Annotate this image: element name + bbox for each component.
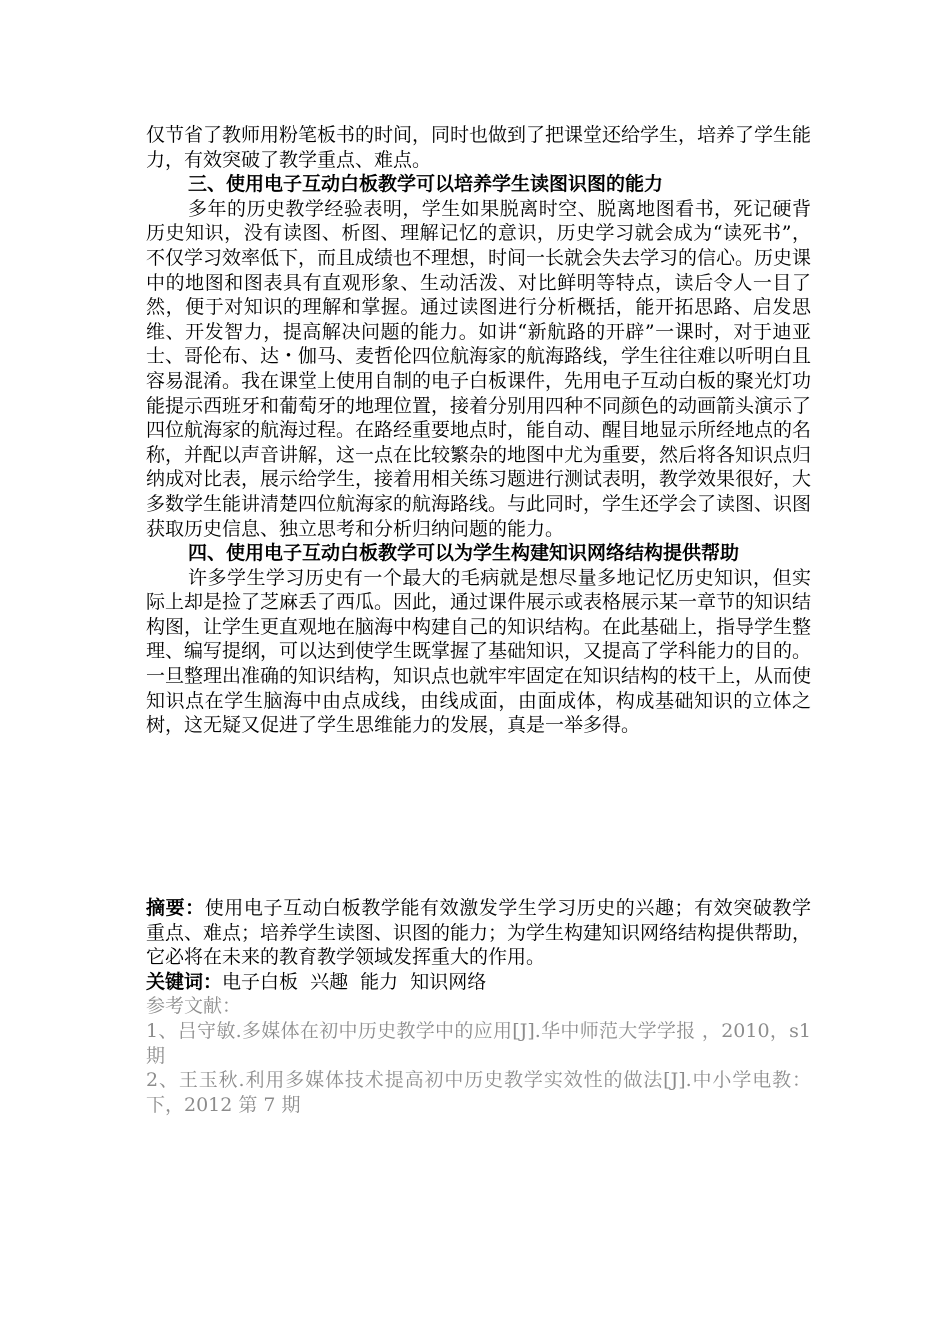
references-title: 参考文献： (146, 995, 242, 1018)
paragraph-section-4: 许多学生学习历史有一个最大的毛病就是想尽量多地记忆历史知识，但实际上却是捡了芝麻丢了西瓜。因此，通过课件展示或表格展示某一章节的知识结构图，让学生更直观地在脑海中构建自己的知识结构。在此基础上，指导学生整理、编写提纲，可以达到使学生既掌握了基础知识，又提高了学科能力的目的。一旦整理出准确的知识结构，知识点也就牢牢固定在知识结构的枝干上，从而使知识点在学生脑海中由点成线，由线成面，由面成体，构成基础知识的立体之树，这无疑又促进了学生思维能力的发展，真是一举多得。 (146, 566, 812, 737)
keywords-label: 关键词： (146, 970, 223, 993)
paragraph-continuation: 仅节省了教师用粉笔板书的时间，同时也做到了把课堂还给学生，培养了学生能力，有效突破了教学重点、难点。 (146, 124, 812, 171)
abstract-text: 使用电子互动白板教学能有效激发学生学习历史的兴趣；有效突破教学重点、难点；培养学生读图、识图的能力；为学生构建知识网络结构提供帮助，它必将在未来的教育教学领域发挥重大的作用。 (146, 897, 812, 969)
body-section (146, 123, 811, 738)
keywords-line (146, 970, 811, 995)
keywords-text: 电子白板 兴趣 能力 知识网络 (222, 970, 487, 993)
abstract-label: 摘要： (146, 897, 205, 919)
abstract-section (146, 896, 811, 1117)
section-heading-3: 三、使用电子互动白板教学可以培养学生读图识图的能力 (188, 173, 664, 196)
paragraph-section-3: 多年的历史教学经验表明，学生如果脱离时空、脱离地图看书，死记硬背历史知识，没有读图、析图、理解记忆的意识，历史学习就会成为“读死书”，不仅学习效率低下，而且成绩也不理想，时间一长就会失去学习的信心。历史课中的地图和图表具有直观形象、生动活泼、对比鲜明等特点，读后令人一目了然，便于对知识的理解和掌握。通过读图进行分析概括，能开拓思路、启发思维、开发智力，提高解决问题的能力。如讲“新航路的开辟”一课时，对于迪亚士、哥伦布、达・伽马、麦哲伦四位航海家的航海路线，学生往往难以听明白且容易混淆。我在课堂上使用自制的电子白板课件，先用电子互动白板的聚光灯功能提示西班牙和葡萄牙的地理位置，接着分别用四种不同颜色的动画箭头演示了四位航海家的航海过程。在路经重要地点时，能自动、醒目地显示所经地点的名称，并配以声音讲解，这一点在比较繁杂的地图中尤为重要，然后将各知识点归纳成对比表，展示给学生，接着用相关练习题进行测试表明，教学效果很好，大多数学生能讲清楚四位航海家的航海路线。与此同时，学生还学会了读图、识图获取历史信息、独立思考和分析归纳问题的能力。 (146, 197, 812, 540)
reference-item: 2、王玉秋.利用多媒体技术提高初中历史教学实效性的做法[J].中小学电教：下，2012 第 7 期 (146, 1069, 811, 1116)
abstract-paragraph (146, 896, 811, 970)
section-heading-4: 四、使用电子互动白板教学可以为学生构建知识网络结构提供帮助 (188, 542, 740, 565)
reference-item: 1、吕守敏.多媒体在初中历史教学中的应用[J].华中师范大学学报 ，2010，s1 期 (146, 1019, 811, 1067)
